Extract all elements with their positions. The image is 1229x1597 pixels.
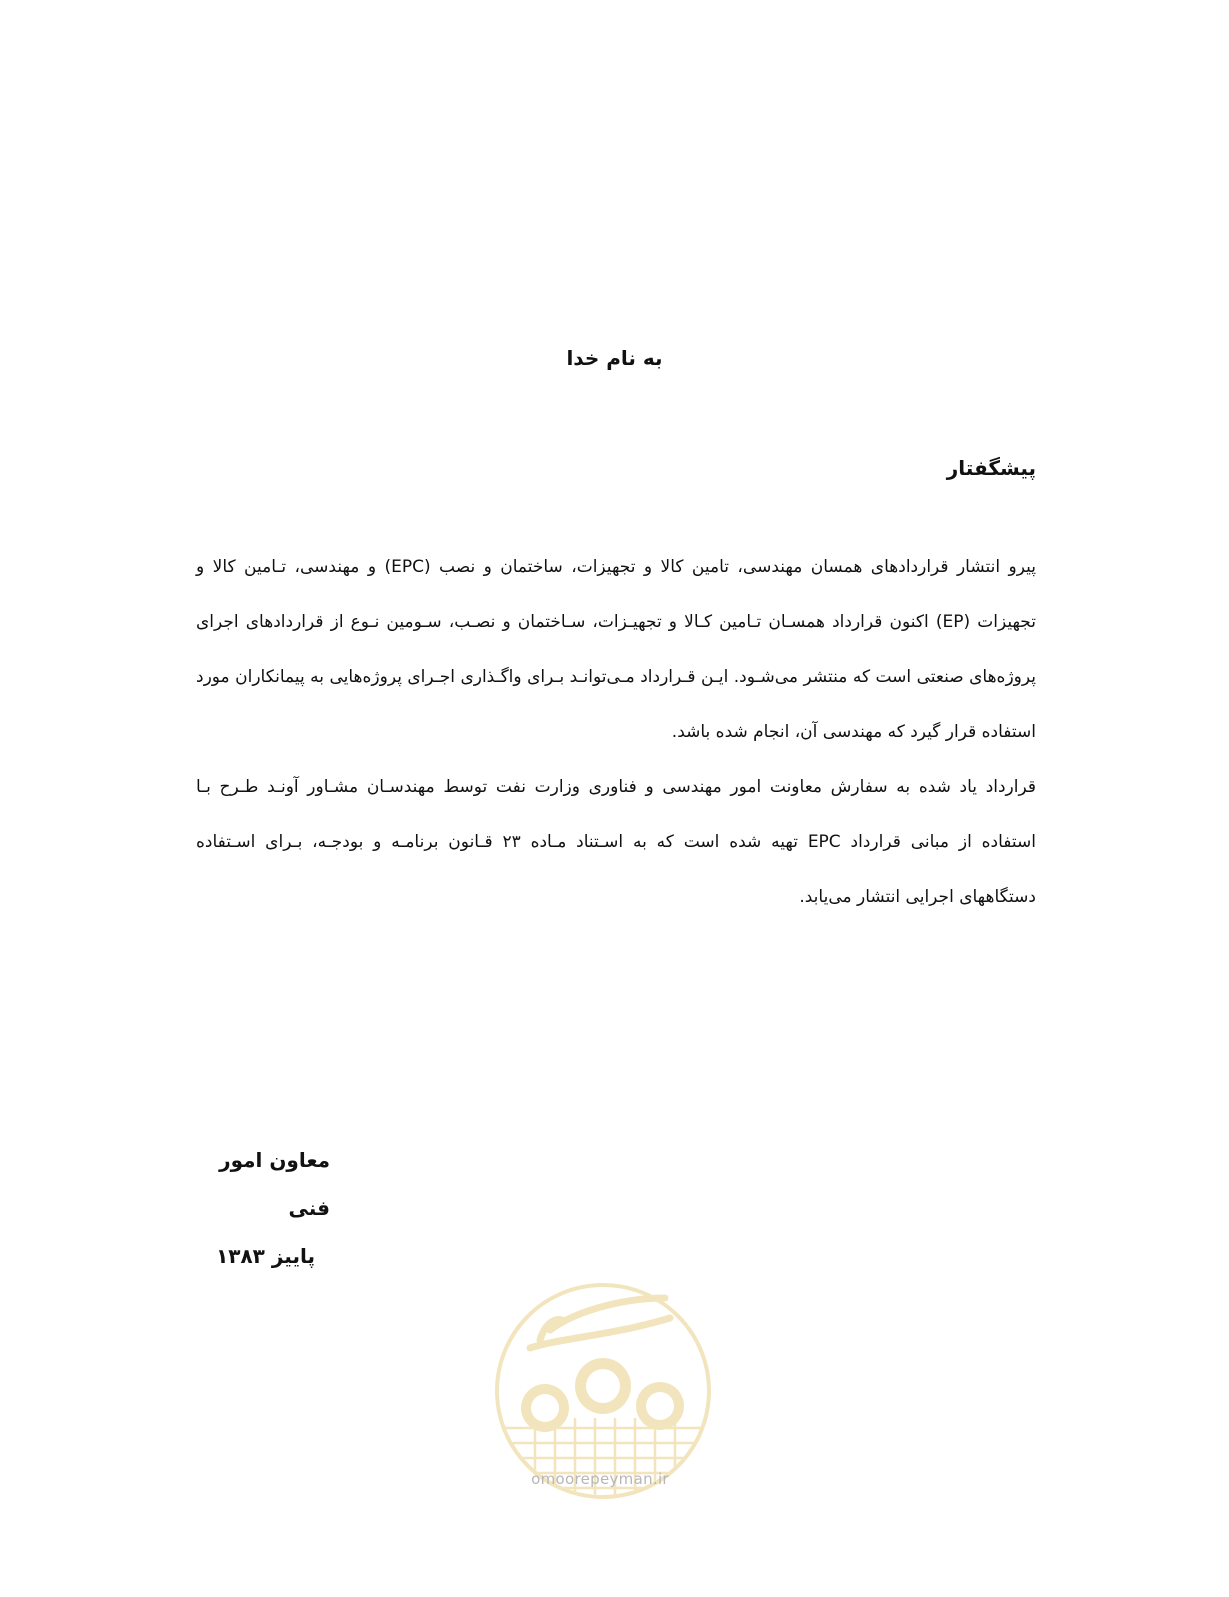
paragraph-2: قرارداد یاد شده به سفارش معاونت امور مهندسی و فناوری وزارت نفت توسط مهندسـان مشـاور آونـد طـرح بـا استفاده از مبانی قرارداد EPC تهیه شده است که به اسـتناد مـاده ۲۳ قـانون برنامـه و بودجـه، بـرای اسـتفاده دستگاههای اجرایی انتشار می‌یابد. xyxy=(196,777,1036,907)
grid-pattern xyxy=(500,1418,706,1504)
paragraph-1: پیرو انتشار قراردادهای همسان مهندسی، تامین کالا و تجهیزات، ساختمان و نصب (EPC) و مهندسی، تـامین کالا و تجهیزات (EP) اکنون قرارداد همسـان تـامین کـالا و تجهیـزات، سـاختمان و نصـب، سـومین نـوع از قراردادهای اجرای پروژه‌های صنعتی است که منتشر می‌شـود. ایـن قـرارداد مـی‌توانـد بـرای واگـذاری اجـرای پروژه‌هایی به پیمانکاران مورد استفاده قرار گیرد که مهندسی آن، انجام شده باشد. xyxy=(196,557,1036,742)
signature-date: پاییز ۱۳۸۳ xyxy=(216,1244,315,1268)
signature-title: معاون امور فنی xyxy=(219,1148,330,1220)
calligraphy-logo-icon xyxy=(530,1298,670,1348)
preface-body xyxy=(196,540,1036,925)
signature-block xyxy=(190,1136,330,1280)
watermark-url: omoorepeyman.ir xyxy=(531,1470,669,1488)
basmala-heading: به نام خدا xyxy=(566,346,663,370)
preface-heading: پیشگفتار xyxy=(946,456,1036,480)
